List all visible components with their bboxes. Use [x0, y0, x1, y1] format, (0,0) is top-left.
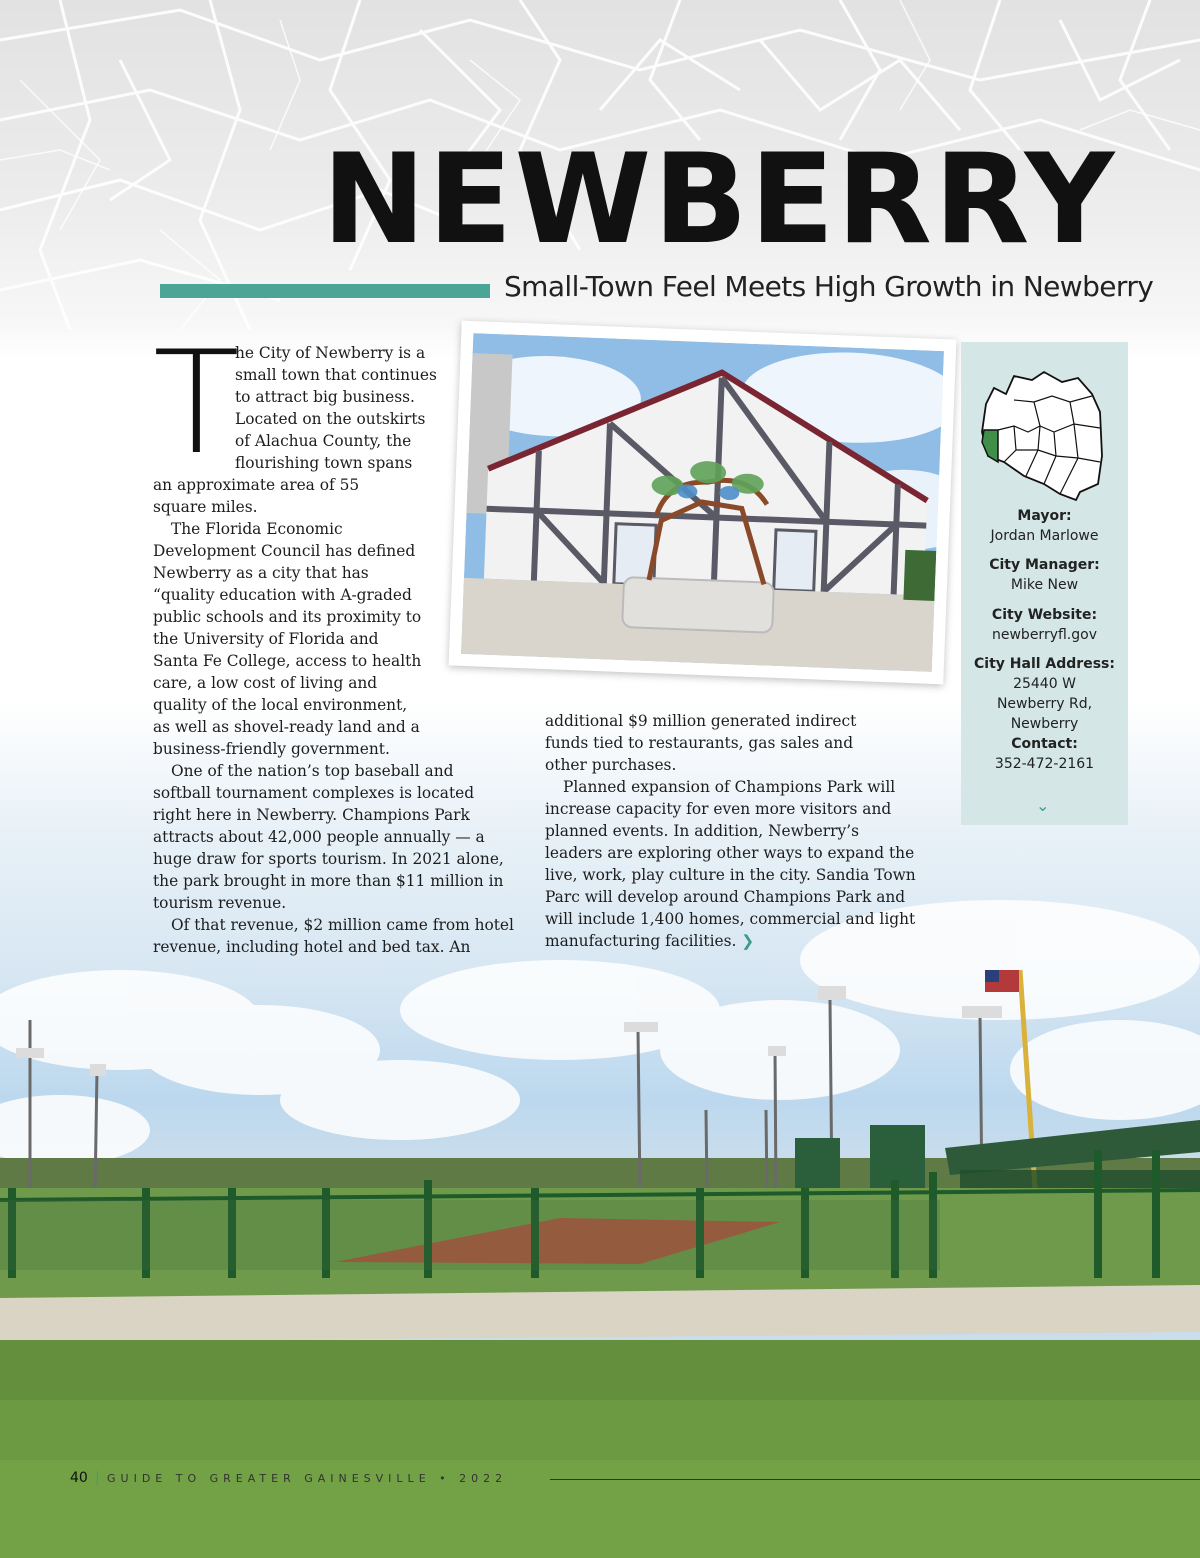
city-info-sidebar — [961, 342, 1128, 825]
paragraph: an approximate area of 55 square miles. — [153, 476, 360, 516]
footer-rule — [550, 1479, 1200, 1480]
paragraph: The Florida Economic Development Council has defined Newberry as a city that has “quality education with A-graded public schools and its proximity to the University of Florida and Santa Fe College, access to health care, a low cost of living and quality of the local environment, as well as shovel-ready land and a business-friendly government. — [153, 520, 422, 758]
lead-line: to attract big business. — [235, 388, 415, 406]
lead-line: flourishing town spans — [235, 454, 413, 472]
footer-separator: | — [95, 1470, 100, 1486]
ballpark-photo — [0, 960, 1200, 1558]
chevron-right-icon: ❯ — [741, 932, 755, 950]
article-title: NEWBERRY — [322, 128, 1117, 272]
county-map-graphic — [974, 366, 1114, 501]
lead-line: small town that continues — [235, 366, 437, 384]
mayor-label: Mayor: — [1017, 508, 1072, 524]
city-manager-label: City Manager: — [989, 557, 1100, 573]
drop-cap: T — [153, 321, 240, 486]
publication-name: GUIDE TO GREATER GAINESVILLE • 2022 — [107, 1472, 508, 1485]
chevron-down-icon: ⌄ — [1036, 796, 1050, 815]
paragraph: additional $9 million generated indirect funds tied to restaurants, gas sales and other purchases. — [545, 712, 857, 774]
mayor-value: Jordan Marlowe — [990, 528, 1099, 544]
paragraph: Of that revenue, $2 million came from hotel revenue, including hotel and bed tax. An — [153, 916, 514, 956]
page-footer — [0, 1470, 1200, 1496]
building-sculpture-photo — [461, 333, 944, 672]
address-line: Newberry Rd, — [996, 696, 1093, 712]
lead-line: Located on the outskirts — [235, 410, 426, 428]
subtitle-accent-bar — [160, 284, 490, 298]
contact-label: Contact: — [1011, 736, 1078, 752]
paragraph-text: Planned expansion of Champions Park will increase capacity for even more visitors and planned events. In addition, Newberry’s leaders are exploring other ways to expand the live, work, play culture in the city. Sandia Town Parc will develop around Champions Park and will include 1,400 homes, commercial and light manufacturing facilities. — [545, 778, 916, 950]
inset-photo-frame — [449, 321, 957, 685]
paragraph: One of the nation’s top baseball and softball tournament complexes is located right here in Newberry. Champions Park attracts about 42,000 people annually — a huge draw for sports tourism. In 2021 alone, the park brought in more than $11 million in tourism revenue. — [153, 762, 504, 912]
city-hall-address-label: City Hall Address: — [974, 656, 1115, 672]
city-website-label: City Website: — [991, 607, 1098, 623]
lead-line: he City of Newberry is a — [235, 344, 426, 362]
city-manager-value: Mike New — [1010, 577, 1079, 593]
paragraph — [545, 776, 917, 952]
city-website-value[interactable]: newberryfl.gov — [992, 627, 1097, 643]
lead-line: of Alachua County, the — [235, 432, 412, 450]
address-line: Newberry — [1010, 716, 1079, 732]
address-line: 25440 W — [1013, 676, 1076, 692]
contact-value: 352-472-2161 — [994, 756, 1095, 772]
article-subtitle: Small-Town Feel Meets High Growth in Newberry — [504, 270, 1154, 303]
page-number: 40 — [70, 1470, 88, 1486]
article-column-2 — [545, 710, 917, 952]
